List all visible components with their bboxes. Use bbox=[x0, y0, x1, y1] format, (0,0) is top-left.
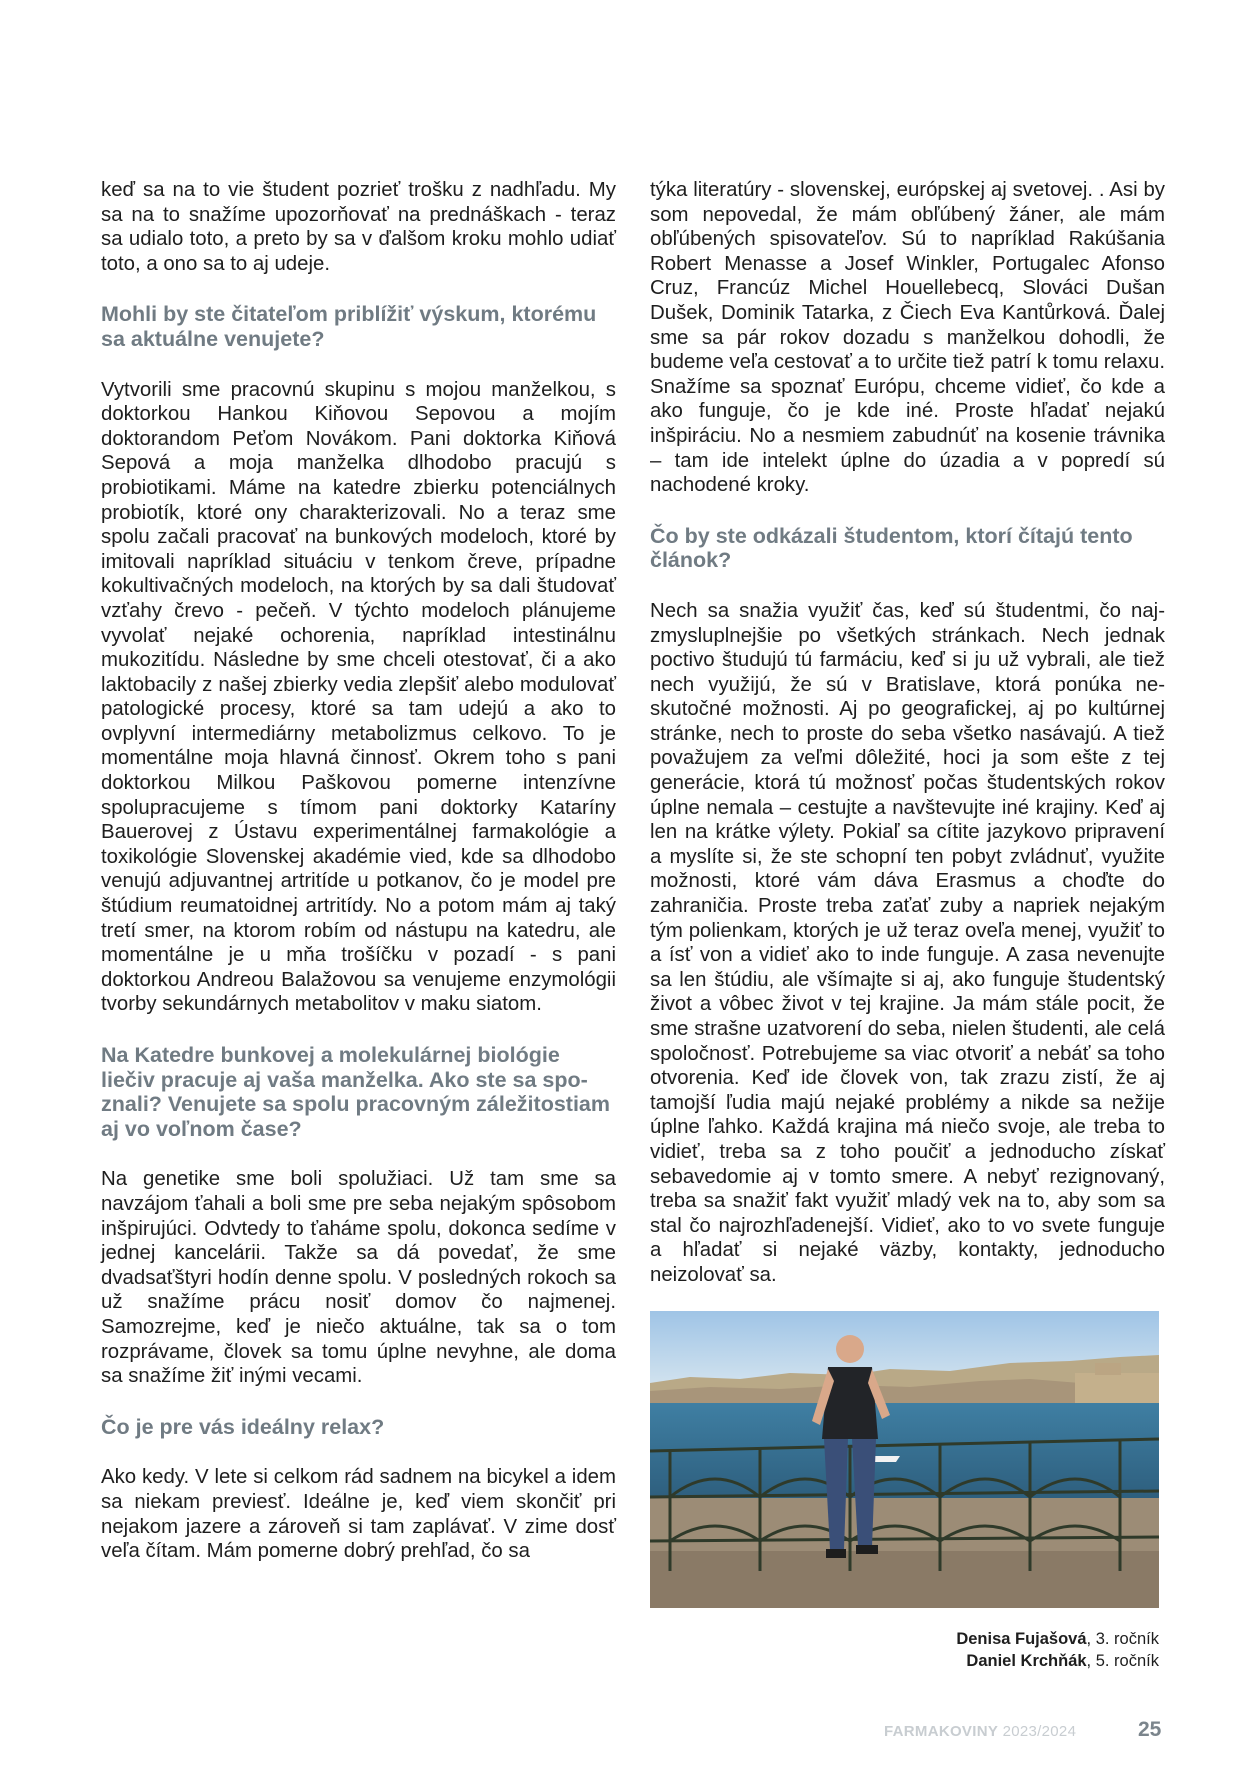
paragraph: Vytvorili sme pracovnú skupinu s mojou manželkou, s doktorkou Hankou Kiňovou Sepovou a mojím doktorandom Peťom Novákom. Pani doktorka Kiňová Sepová a moja manželka dlhodobo pracujú s probiotikami. Máme na katedre zbierku potenciálnych probiotík, ktoré ony charakterizovali. No a teraz sme spolu začali pracovať na bunkových modeloch, ktoré by imitovali napríklad situáciu v tenkom čreve, prípadne kokultivačných modeloch, na ktorých by sa dali študovať vzťahy črevo - pečeň. V týchto modeloch plánujeme vyvolať nejaké ochorenia, napríklad intestinálnu mukozitídu. Následne by sme chceli otestovať, či a ako laktobacily z našej zbierky vedia zlepšiť alebo modulovať patologické procesy, ktoré sa tam udejú a ako to ovplyvní intermediárny metabolizmus celkovo. To je momentálne moja hlavná činnosť. Okrem toho s pani doktorkou Milkou Paškovou pomerne intenzívne spolupracujeme s tímom pani doktorky Kataríny Bauerovej z Ústavu experimentálnej farmakológie a toxikológie Slovenskej akadémie vied, kde sa dlhodobo venujú adjuvantnej artritíde u potkanov, čo je model pre štúdium reumatoidnej artritídy. No a potom mám aj taký tretí smer, na ktorom robím od nástupu na katedru, ale momentálne je u mňa trošíčku v pozadí - s pani doktorkou Andreou Balažovou sa venujeme enzymológii tvorby sekundárnych metabolitov v maku siatom. bbox=[101, 378, 616, 1016]
question-heading: Mohli by ste čitateľom priblížiť výskum, ktorému sa aktuálne venujete? bbox=[101, 302, 597, 351]
paragraph: Nech sa snažia využiť čas, keď sú študentmi, čo najzmysluplnejšie po všetkých stránkach. Nech jednak poctivo študujú tú farmáciu, keď si ju už vybrali, ale tiež nech využijú, že sú v Bratislave, ktorá ponúka neskutočné možnosti. Aj po geografickej, aj po kultúrnej stránke, nech to proste do seba všetko nasávajú. A tiež považujem za veľmi dôležité, hoci ja som ešte z tej generácie, ktorá tú možnosť počas študentských rokov úplne nemala – cestujte a navštevujte iné krajiny. Keď aj len na krátke výlety. Pokiaľ sa cítite jazykovo pripravení a myslíte si, že ste schopní ten pobyt zvládnuť, využite možnosti, ktoré vám dáva Erasmus a choďte do zahraničia. Proste treba zaťať zuby a napriek nejakým tým polienkam, ktorých je už teraz oveľa menej, využiť to a ísť von a vidieť ako to inde funguje. A zasa nevenujte sa len štúdiu, ale všímajte si aj, ako funguje študentský život a vôbec život v tej krajine. Ja mám stále pocit, že sme strašne uzatvorení do seba, nielen študenti, ale celá spoločnosť. Potrebujeme sa viac otvoriť a nebáť sa toho otvorenia. Keď ide človek von, tak zrazu zistí, že aj tamojší ľudia majú nejaké problémy a nikde sa nežije úplne ľahko. Každá krajina má niečo svoje, ale treba to vidieť, treba sa z toho poučiť a jednoducho získať sebavedomie aj v tomto smere. A nebyť rezignovaný, treba sa snažiť fakt využiť mladý vek na to, aby som sa stal čo najrozhľadenejší. Vidieť, ako to vo svete funguje a hľadať si nejaké väzby, kontakty, jednoducho neizolovať sa. bbox=[650, 599, 1165, 1286]
question-heading: Čo je pre vás ideálny relax? bbox=[101, 1414, 385, 1439]
author-name: Daniel Krchňák bbox=[966, 1652, 1087, 1670]
question-heading: Na Katedre bunkovej a molekulárnej biológie liečiv pracuje aj vaša manželka. Ako ste sa spoznali? Venujete sa spolu pracovným záležitostiam aj vo voľnom čase? bbox=[101, 1043, 610, 1141]
paragraph: Ako kedy. V lete si celkom rád sadnem na bicykel a idem sa niekam previesť. Ideálne je, keď viem skončiť pri nejakom jazere a zároveň si tam zaplávať. V zime dosť veľa čítam. Mám pomerne dobrý prehľad, čo sa bbox=[101, 1466, 616, 1563]
magazine-name: FARMAKOVINY bbox=[884, 1723, 999, 1740]
interview-photo bbox=[650, 1311, 1159, 1608]
author-year: , 3. ročník bbox=[1086, 1630, 1159, 1648]
paragraph: týka literatúry - slovenskej, európskej aj svetovej. . Asi by som nepovedal, že mám obľúbený žáner, ale mám obľúbených spisovateľov. Sú to napríklad Rakúšania Robert Menasse a Josef Winkler, Portugalec Afonso Cruz, Francúz Michel Houellebecq, Slováci Dušan Dušek, Dominik Tatarka, z Čiech Eva Kantůrková. Ďalej sme sa pár rokov dozadu s manželkou dohodli, že budeme veľa cestovať a to určite tiež patrí k tomu relaxu. Snažíme sa spoznať Európu, chceme vidieť, čo kde a ako funguje, čo je kde iné. Proste hľadať nejakú inšpiráciu. No a nesmiem zabudnúť na kosenie trávnika – tam ide intelekt úplne do úzadia a v popredí sú nachodené kroky. bbox=[650, 179, 1165, 497]
footer-brand bbox=[884, 1723, 1076, 1740]
question-heading: Čo by ste odkázali študentom, ktorí čítajú tento článok? bbox=[650, 523, 1133, 573]
magazine-year: 2023/2024 bbox=[1002, 1723, 1077, 1740]
credit-line bbox=[956, 1628, 1159, 1650]
author-year: , 5. ročník bbox=[1086, 1652, 1159, 1670]
left-column bbox=[101, 178, 616, 1590]
credits bbox=[956, 1628, 1159, 1672]
page-number: 25 bbox=[1138, 1718, 1162, 1741]
right-column bbox=[650, 178, 1165, 1314]
credit-line bbox=[956, 1650, 1159, 1672]
author-name: Denisa Fujašová bbox=[956, 1630, 1087, 1648]
paragraph: keď sa na to vie študent pozrieť trošku z nadhľadu. My sa na to snažíme upozorňovať na prednáškach - teraz sa udialo toto, a preto by sa v ďalšom kroku mohlo udiať toto, a ono sa to aj udeje. bbox=[101, 179, 616, 275]
paragraph: Na genetike sme boli spolužiaci. Už tam sme sa navzájom ťahali a boli sme pre seba nejakým spôsobom inšpirujúci. Odvtedy to ťaháme spolu, dokonca sedíme v jednej kancelárii. Takže sa dá povedať, že sme dvadsaťštyri hodín denne spolu. V posledných rokoch sa už snažíme prácu nosiť domov čo najmenej. Samozrejme, keď je niečo aktuálne, tak sa o tom rozprávame, človek sa tomu úplne nevyhne, ale doma sa snažíme žiť inými vecami. bbox=[101, 1168, 616, 1388]
